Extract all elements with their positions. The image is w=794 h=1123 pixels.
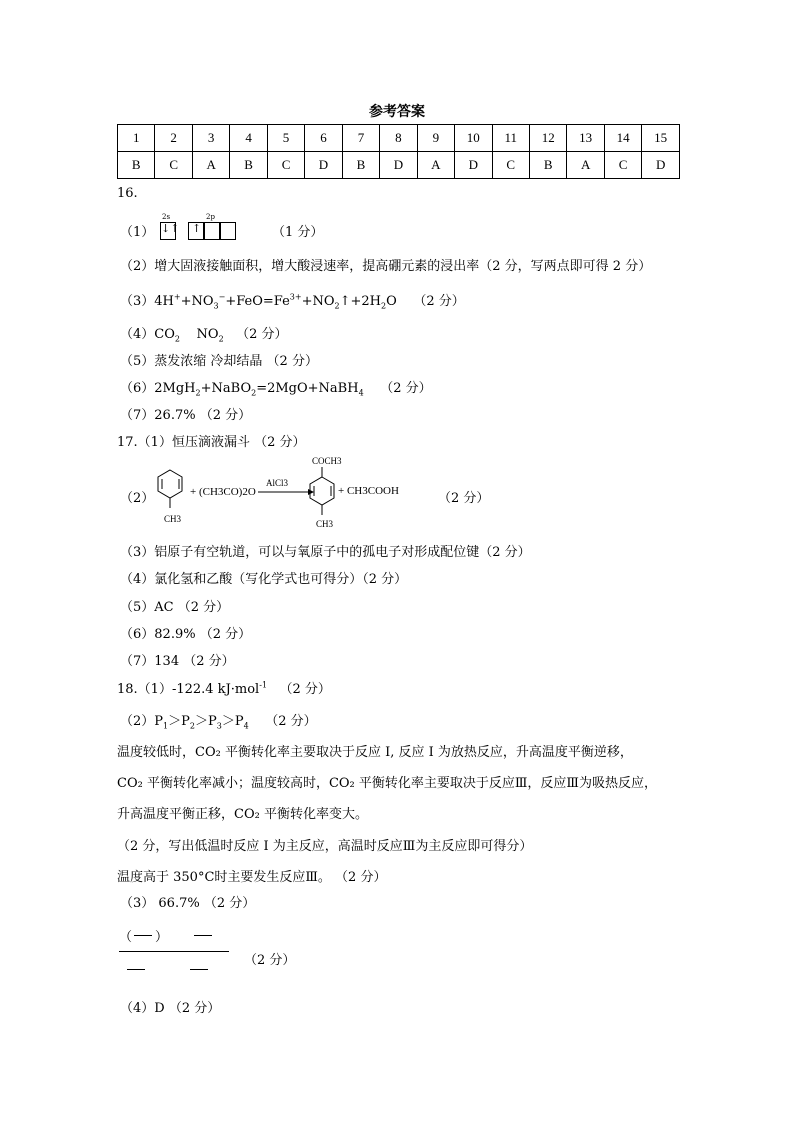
product-ch3-label: CH3 (316, 519, 334, 529)
answer-cell: D (380, 152, 417, 179)
answer-cell: C (267, 152, 304, 179)
q16-part3-equation: $4H^++NO_3^-+FeO=Fe^{3+}+NO_2↑+2H_2O$ (154, 292, 397, 311)
q18-scoring-note: （2 分，写出低温时反应 I 为主反应，高温时反应Ⅲ为主反应即可得分） (117, 839, 533, 854)
answer-cell: D (305, 152, 342, 179)
q16-part7: （7）26.7% （2 分） (120, 408, 252, 423)
answer-table-number-row (118, 125, 680, 152)
answer-cell: A (417, 152, 454, 179)
orbital-electron-up-icon: ↑ (192, 222, 202, 235)
answer-cell: A (192, 152, 229, 179)
answer-cell: D (642, 152, 680, 179)
q16-part3-label: （3） (120, 294, 155, 309)
question-number-cell: 5 (267, 125, 304, 152)
question-number-cell: 1 (118, 125, 155, 152)
q18-part1-value: 18.（1）-122.4 kJ·mol (117, 682, 260, 697)
q16-part3 (120, 290, 465, 311)
fraction-score: （2 分） (244, 953, 296, 968)
q17-part1: 17.（1）恒压滴液漏斗 （2 分） (117, 435, 306, 450)
question-number-cell: 2 (155, 125, 192, 152)
q18-part4: （4）D （2 分） (120, 1001, 221, 1016)
q17-part5: （5）AC （2 分） (120, 600, 230, 615)
toluene-ch3-label: CH3 (164, 514, 182, 524)
page-title: 参考答案 (369, 104, 425, 120)
q16-part6-score: （2 分） (380, 381, 432, 396)
q17-part4: （4）氯化氢和乙酸（写化学式也可得分）（2 分） (120, 572, 408, 587)
question-number-cell: 3 (192, 125, 229, 152)
question-number-cell: 12 (529, 125, 566, 152)
q16-part6-label: （6） (120, 381, 155, 396)
question-number-cell: 9 (417, 125, 454, 152)
orbital-2p-label: 2p (206, 213, 215, 221)
orbital-2p-box-3 (220, 222, 236, 240)
q16-part4-no2: NO (196, 327, 219, 342)
answer-cell: B (342, 152, 379, 179)
q16-part4-co2: （4）CO (120, 327, 175, 342)
q17-part7: （7）134 （2 分） (120, 654, 235, 669)
fraction-bar (119, 951, 229, 952)
acylation-reaction-diagram (150, 450, 480, 530)
answer-cell: C (155, 152, 192, 179)
answer-cell: B (529, 152, 566, 179)
q18-temperature-line: 温度高于 350°C时主要发生反应Ⅲ。 （2 分） (117, 870, 387, 885)
q17-part3: （3）铝原子有空轨道，可以与氧原子中的孤电子对形成配位键（2 分） (120, 545, 531, 560)
q16-part6 (120, 377, 432, 398)
question-number-cell: 15 (642, 125, 680, 152)
orbital-2p-box-2 (204, 222, 220, 240)
question-number-cell: 7 (342, 125, 379, 152)
q18-explanation-line-2: CO₂ 平衡转化率减小；温度较高时，CO₂ 平衡转化率主要取决于反应Ⅲ，反应Ⅲ为吸热反应， (117, 776, 657, 791)
answer-cell: D (455, 152, 492, 179)
answer-cell: C (492, 152, 529, 179)
catalyst-label: AlCl3 (266, 478, 289, 488)
orbital-2s-label: 2s (162, 213, 171, 221)
fraction-numerator-paren-open: （ (119, 930, 133, 945)
question-number-cell: 10 (455, 125, 492, 152)
q18-part1 (117, 678, 331, 697)
product-coch3-label: COCH3 (312, 456, 342, 466)
answer-cell: C (604, 152, 641, 179)
question-number-cell: 8 (380, 125, 417, 152)
answer-table-answer-row (118, 152, 680, 179)
q18-part2-score: （2 分） (265, 714, 317, 729)
q18-part1-score: （2 分） (279, 682, 331, 697)
orbital-electron-pair-icon: ↓↑ (161, 222, 180, 235)
q16-part6-equation: 2MgH$_2$+NaBO$_2$=2MgO+NaBH$_4$ (154, 381, 364, 398)
question-number-cell: 4 (230, 125, 267, 152)
question-16-number: 16. (117, 186, 138, 201)
anhydride-label: + (CH3CO)2O (190, 486, 256, 498)
question-number-cell: 11 (492, 125, 529, 152)
fraction-numerator-blank-1 (134, 935, 152, 936)
q16-part5: （5）蒸发浓缩 冷却结晶 （2 分） (120, 354, 318, 369)
q16-part3-score: （2 分） (413, 294, 465, 309)
fraction-denominator-blank-1 (127, 969, 145, 970)
q16-part4-score: （2 分） (236, 327, 288, 342)
fraction-numerator-paren-close: ） (155, 930, 169, 945)
q16-part1-score: （1 分） (272, 225, 324, 240)
acetic-acid-label: + CH3COOH (338, 485, 399, 497)
question-number-cell: 14 (604, 125, 641, 152)
q18-explanation-line-1: 温度较低时，CO₂ 平衡转化率主要取决于反应 I, 反应 I 为放热反应，升高温度平衡逆移， (117, 745, 633, 760)
answer-cell: B (118, 152, 155, 179)
question-number-cell: 13 (567, 125, 604, 152)
q18-part3: （3） 66.7% （2 分） (120, 896, 256, 911)
answer-table (117, 124, 680, 179)
q18-explanation-line-3: 升高温度平衡正移，CO₂ 平衡转化率变大。 (117, 807, 368, 822)
q17-part2-label: （2） (120, 491, 155, 506)
q18-part1-sup: -1 (259, 680, 268, 690)
q16-part1-label: （1） (120, 225, 155, 240)
fraction-denominator-blank-2 (190, 969, 208, 970)
q18-part2: $(2)P_1>P_2>P_3>P_4$ （2 分） (120, 714, 317, 731)
answer-cell: A (567, 152, 604, 179)
q16-part4: $(4)CO_2$ $NO_2$ （2 分） (120, 327, 288, 344)
q17-part2-score: （2 分） (438, 491, 490, 506)
q17-part6: （6）82.9% （2 分） (120, 627, 252, 642)
question-number-cell: 6 (305, 125, 342, 152)
q16-part2: （2）增大固液接触面积，增大酸浸速率，提高硼元素的浸出率（2 分，写两点即可得 2 分） (120, 259, 652, 274)
fraction-numerator-blank-2 (194, 935, 212, 936)
answer-cell: B (230, 152, 267, 179)
